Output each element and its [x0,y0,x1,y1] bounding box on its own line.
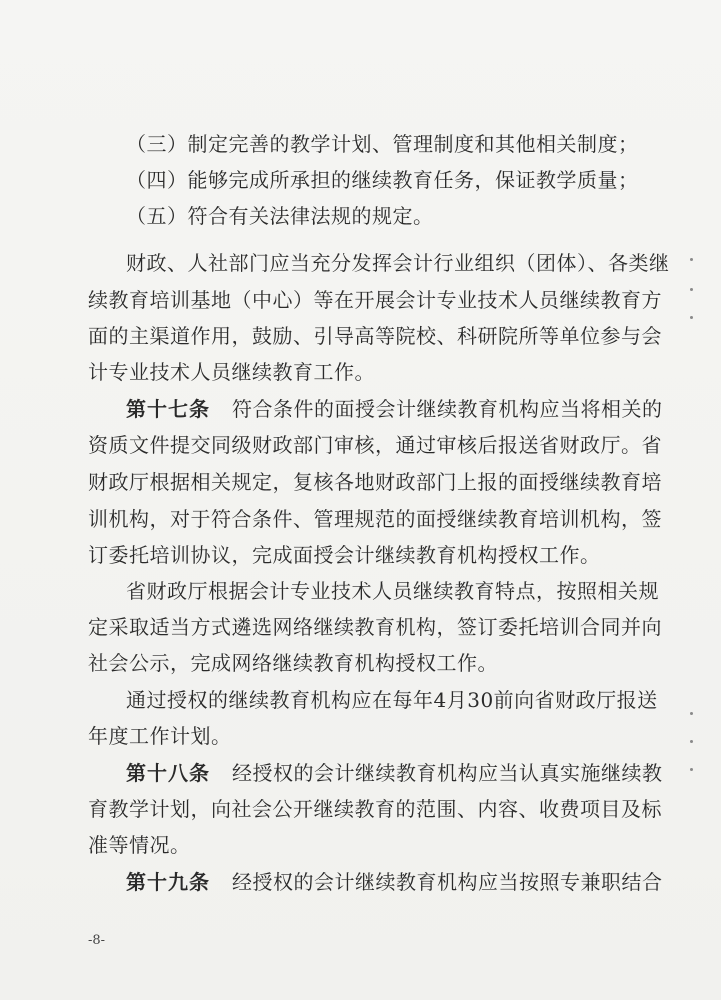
article-17 [126,396,663,422]
paragraph-line: 订委托培训协议，完成面授会计继续教育机构授权工作。 [88,543,601,567]
article-heading: 第十九条 [126,870,210,894]
article-text: 经授权的会计继续教育机构应当按照专兼职结合 [232,870,663,894]
paragraph-line: 通过授权的继续教育机构应在每年4月30前向省财政厅报送 [126,688,658,712]
binding-mark [690,768,693,771]
binding-mark [690,288,693,291]
paragraph-line: 训机构，对于符合条件、管理规范的面授继续教育培训机构，签 [88,507,662,531]
paragraph-line: 财政、人社部门应当充分发挥会计行业组织（团体）、各类继 [126,251,670,275]
list-item-5: （五）符合有关法律法规的规定。 [126,204,434,228]
list-item-4: （四）能够完成所承担的继续教育任务，保证教学质量； [126,168,639,192]
paragraph-line: 省财政厅根据会计专业技术人员继续教育特点，按照相关规 [126,579,659,603]
paragraph-line: 定采取适当方式遴选网络继续教育机构，签订委托培训合同并向 [88,615,662,639]
binding-mark [690,712,693,715]
article-text: 符合条件的面授会计继续教育机构应当将相关的 [232,397,663,421]
binding-mark [690,258,693,261]
article-19 [126,869,663,895]
page-number: -8- [88,933,106,948]
paragraph-line: 面的主渠道作用，鼓励、引导高等院校、科研院所等单位参与会 [88,324,662,348]
paragraph-line: 育教学计划，向社会公开继续教育的范围、内容、收费项目及标 [88,797,662,821]
article-heading: 第十七条 [126,397,210,421]
paragraph-line: 资质文件提交同级财政部门审核，通过审核后报送省财政厅。省 [88,433,662,457]
list-item-3: （三）制定完善的教学计划、管理制度和其他相关制度； [126,132,639,156]
paragraph-line: 社会公示，完成网络继续教育机构授权工作。 [88,651,498,675]
article-heading: 第十八条 [126,761,210,785]
article-18 [126,760,663,786]
paragraph-line: 准等情况。 [88,833,191,857]
paragraph-line: 年度工作计划。 [88,724,232,748]
article-text: 经授权的会计继续教育机构应当认真实施继续教 [232,761,663,785]
binding-mark [690,316,693,319]
paragraph-line: 续教育培训基地（中心）等在开展会计专业技术人员继续教育方 [88,288,662,312]
paragraph-line: 财政厅根据相关规定，复核各地财政部门上报的面授继续教育培 [88,470,662,494]
paragraph-line: 计专业技术人员继续教育工作。 [88,360,375,384]
binding-mark [690,740,693,743]
